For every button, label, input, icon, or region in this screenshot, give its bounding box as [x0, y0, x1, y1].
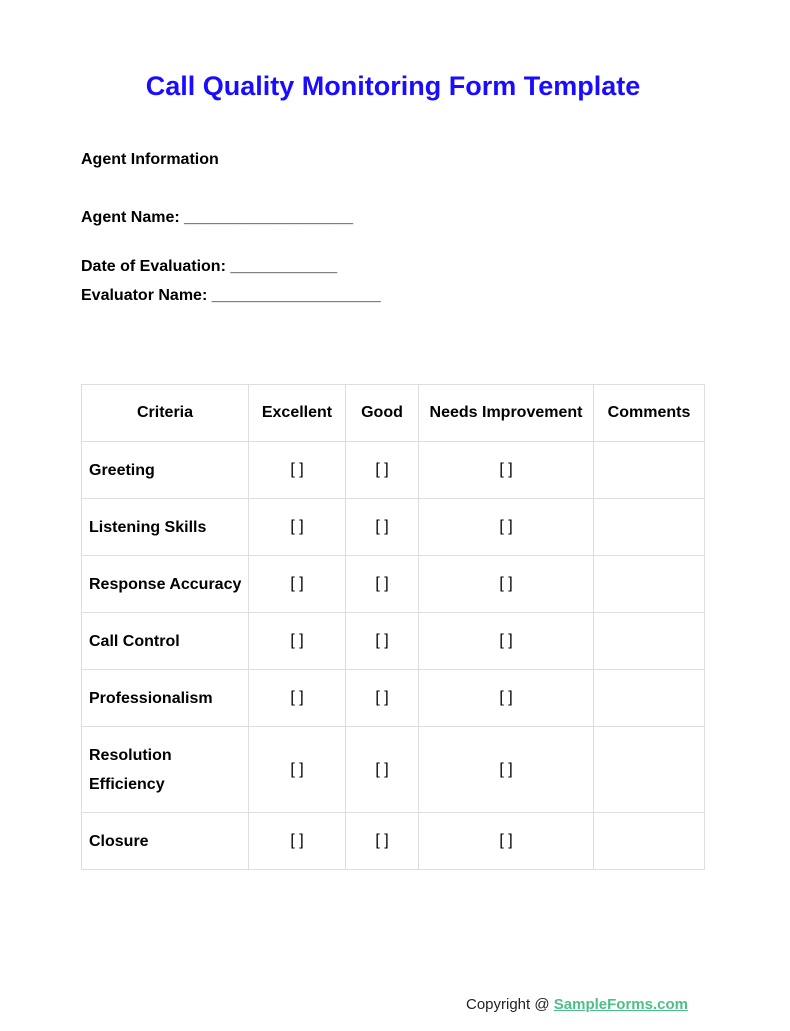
- table-header-row: [82, 385, 705, 442]
- comments-cell[interactable]: [594, 442, 705, 499]
- criteria-label: Professionalism: [82, 670, 249, 727]
- table-row: [82, 670, 705, 727]
- good-checkbox[interactable]: [346, 670, 419, 727]
- good-checkbox[interactable]: [346, 613, 419, 670]
- good-checkbox[interactable]: [346, 442, 419, 499]
- criteria-label: Response Accuracy: [82, 556, 249, 613]
- checkbox-brackets[interactable]: [ ]: [290, 689, 304, 706]
- comments-cell[interactable]: [594, 813, 705, 870]
- checkbox-brackets[interactable]: [ ]: [375, 832, 389, 849]
- checkbox-brackets[interactable]: [ ]: [499, 832, 513, 849]
- checkbox-brackets[interactable]: [ ]: [499, 632, 513, 649]
- checkbox-brackets[interactable]: [ ]: [290, 832, 304, 849]
- checkbox-brackets[interactable]: [ ]: [499, 518, 513, 535]
- checkbox-brackets[interactable]: [ ]: [290, 575, 304, 592]
- criteria-label: Listening Skills: [82, 499, 249, 556]
- checkbox-brackets[interactable]: [ ]: [499, 689, 513, 706]
- checkbox-brackets[interactable]: [ ]: [375, 760, 389, 778]
- comments-cell[interactable]: [594, 670, 705, 727]
- table-row: [82, 442, 705, 499]
- criteria-table: [81, 384, 705, 870]
- excellent-checkbox[interactable]: [249, 813, 346, 870]
- checkbox-brackets[interactable]: [ ]: [499, 461, 513, 478]
- comments-cell[interactable]: [594, 499, 705, 556]
- header-comments: Comments: [594, 385, 705, 442]
- good-checkbox[interactable]: [346, 499, 419, 556]
- table-row: [82, 499, 705, 556]
- criteria-label: Closure: [82, 813, 249, 870]
- header-needs-improvement: Needs Improvement: [419, 385, 594, 442]
- excellent-checkbox[interactable]: [249, 442, 346, 499]
- criteria-label: [82, 727, 249, 813]
- excellent-checkbox[interactable]: [249, 556, 346, 613]
- checkbox-brackets[interactable]: [ ]: [290, 632, 304, 649]
- checkbox-brackets[interactable]: [ ]: [375, 518, 389, 535]
- excellent-checkbox[interactable]: [249, 727, 346, 813]
- needs-improvement-checkbox[interactable]: [419, 442, 594, 499]
- comments-cell[interactable]: [594, 613, 705, 670]
- criteria-label: Call Control: [82, 613, 249, 670]
- excellent-checkbox[interactable]: [249, 499, 346, 556]
- agent-name-field[interactable]: Agent Name: ___________________: [81, 209, 354, 226]
- checkbox-brackets[interactable]: [ ]: [375, 575, 389, 592]
- needs-improvement-checkbox[interactable]: [419, 499, 594, 556]
- good-checkbox[interactable]: [346, 556, 419, 613]
- checkbox-brackets[interactable]: [ ]: [375, 632, 389, 649]
- comments-cell[interactable]: [594, 727, 705, 813]
- checkbox-brackets[interactable]: [ ]: [375, 461, 389, 478]
- header-good: Good: [346, 385, 419, 442]
- excellent-checkbox[interactable]: [249, 670, 346, 727]
- checkbox-brackets[interactable]: [ ]: [290, 760, 304, 778]
- needs-improvement-checkbox[interactable]: [419, 813, 594, 870]
- table-row: [82, 813, 705, 870]
- comments-cell[interactable]: [594, 556, 705, 613]
- agent-information-heading: Agent Information: [81, 151, 219, 168]
- table-row: [82, 613, 705, 670]
- checkbox-brackets[interactable]: [ ]: [375, 689, 389, 706]
- header-excellent: Excellent: [249, 385, 346, 442]
- needs-improvement-checkbox[interactable]: [419, 556, 594, 613]
- page-title: Call Quality Monitoring Form Template: [145, 71, 641, 101]
- header-criteria: Criteria: [82, 385, 249, 442]
- needs-improvement-checkbox[interactable]: [419, 670, 594, 727]
- checkbox-brackets[interactable]: [ ]: [290, 461, 304, 478]
- table-row: [82, 727, 705, 813]
- checkbox-brackets[interactable]: [ ]: [499, 575, 513, 592]
- good-checkbox[interactable]: [346, 813, 419, 870]
- needs-improvement-checkbox[interactable]: [419, 613, 594, 670]
- excellent-checkbox[interactable]: [249, 613, 346, 670]
- copyright-prefix: Copyright @: [466, 996, 554, 1013]
- good-checkbox[interactable]: [346, 727, 419, 813]
- evaluator-name-field[interactable]: Evaluator Name: ___________________: [81, 287, 381, 304]
- date-of-evaluation-field[interactable]: Date of Evaluation: ____________: [81, 258, 338, 275]
- copyright-footer: [466, 996, 688, 1013]
- needs-improvement-checkbox[interactable]: [419, 727, 594, 813]
- criteria-label: Greeting: [82, 442, 249, 499]
- checkbox-brackets[interactable]: [ ]: [499, 760, 513, 778]
- table-row: [82, 556, 705, 613]
- checkbox-brackets[interactable]: [ ]: [290, 518, 304, 535]
- criteria-label-text: Resolution Efficiency: [89, 746, 172, 793]
- sampleforms-link[interactable]: SampleForms.com: [553, 996, 688, 1013]
